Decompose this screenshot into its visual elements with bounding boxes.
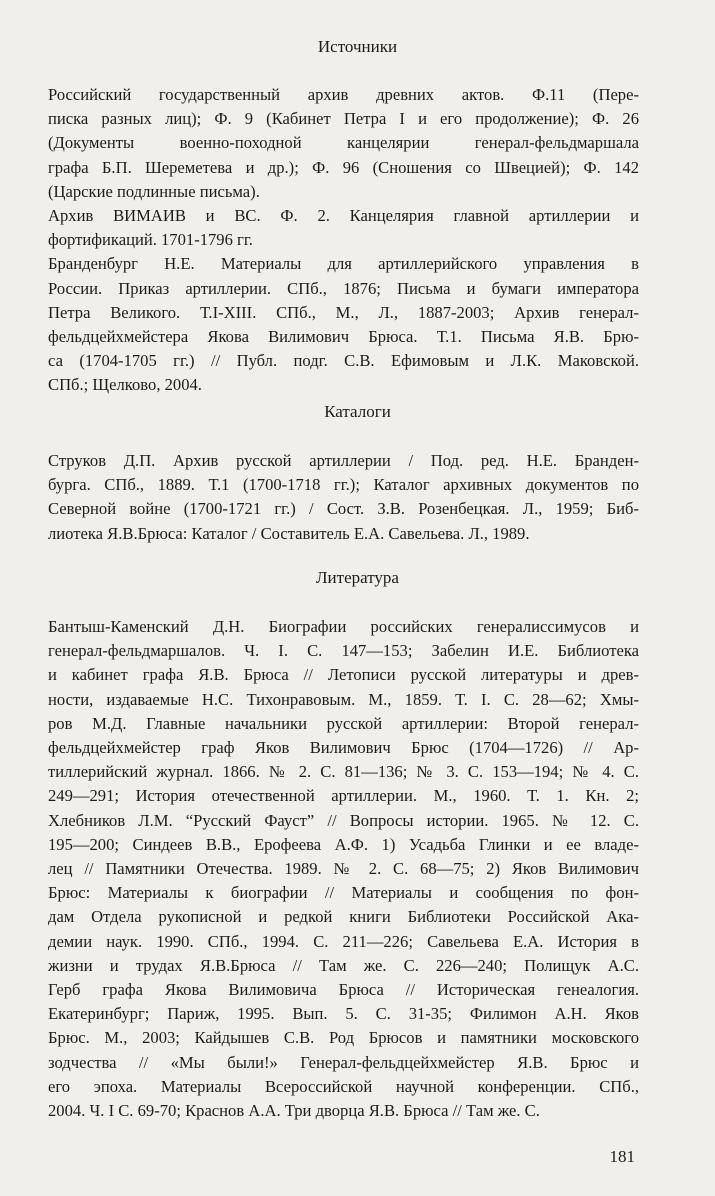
text-line: генерал-фельдмаршалов. Ч. I. С. 147—153; Забелин И.Е. Библиотека [48,641,639,661]
text-line: 195—200; Синдеев В.В., Ерофеева А.Ф. 1) Усадьба Глинки и ее владе- [48,834,639,854]
sources-paragraph [48,204,639,252]
text-line: 249—291; История отечественной артиллерии. М., 1960. Т. 1. Кн. 2; [48,786,639,806]
text-line: тиллерийский журнал. 1866. № 2. С. 81—136; № 3. С. 153—194; № 4. С. [48,762,639,782]
text-line: СПб.; Щелково, 2004. [48,375,202,395]
text-line: фортификаций. 1701-1796 гг. [48,230,253,250]
text-line: Брюс: Материалы к биографии // Материалы и сообщения по фон- [48,883,639,903]
sources-block [48,83,639,398]
text-line: Струков Д.П. Архив русской артиллерии / Под. ред. Н.Е. Бранден- [48,451,639,470]
heading-catalogs: Каталоги [324,402,391,421]
text-line: графа Б.П. Шереметева и др.); Ф. 96 (Сношения со Швецией); Ф. 142 [48,157,639,177]
text-line: Хлебников Л.М. “Русский Фауст” // Вопросы истории. 1965. № 12. С. [48,810,639,830]
text-line: (Документы военно-походной канцелярии генерал-фельдмаршала [48,133,639,153]
text-line: фельдцейхмейстера Якова Вилимович Брюса. Т.1. Письма Я.В. Брю- [48,327,639,347]
text-line: лиотека Я.В.Брюса: Каталог / Составитель Е.А. Савельева. Л., 1989. [48,523,530,543]
text-line: са (1704-1705 гг.) // Публ. подг. С.В. Ефимовым и Л.К. Маковской. [48,351,639,371]
text-line: лец // Памятники Отечества. 1989. № 2. С. 68—75; 2) Яков Вилимович [48,859,639,879]
page-number: 181 [609,1147,635,1166]
literature-block [48,615,639,1123]
sources-paragraph [48,83,639,204]
text-line: жизни и трудах Я.В.Брюса // Там же. С. 226—240; Полищук А.С. [48,955,639,975]
text-line: Архив ВИМАИВ и ВС. Ф. 2. Канцелярия главной артиллерии и [48,206,639,226]
text-line: зодчества // «Мы были!» Генерал-фельдцейхмейстер Я.В. Брюс и [48,1052,639,1072]
literature-paragraph [48,615,639,1123]
catalogs-paragraph [48,449,639,546]
text-line: Бантыш-Каменский Д.Н. Биографии российских генералиссимусов и [48,617,639,636]
sources-paragraph [48,252,639,397]
text-line: фельдцейхмейстер граф Яков Вилимович Брюс (1704—1726) // Ар- [48,738,639,758]
text-line: его эпоха. Материалы Всероссийской научной конференции. СПб., [48,1076,639,1096]
text-line: Брюс. М., 2003; Кайдышев С.В. Род Брюсов и памятники московского [48,1028,639,1048]
text-line: 2004. Ч. I С. 69-70; Краснов А.А. Три дворца Я.В. Брюса // Там же. С. [48,1101,540,1121]
catalogs-block [48,449,639,546]
text-line: демии наук. 1990. СПб., 1994. С. 211—226; Савельева Е.А. История в [48,931,639,951]
text-line: Бранденбург Н.Е. Материалы для артиллерийского управления в [48,254,639,274]
text-line: России. Приказ артиллерии. СПб., 1876; Письма и бумаги императора [48,278,639,298]
text-line: и кабинет графа Я.В. Брюса // Летописи русской литературы и древ- [48,665,639,685]
text-line: бурга. СПб., 1889. Т.1 (1700-1718 гг.); Каталог архивных документов по [48,475,639,495]
text-line: Екатеринбург; Париж, 1995. Вып. 5. С. 31-35; Филимон А.Н. Яков [48,1004,639,1024]
text-line: ров М.Д. Главные начальники русской артиллерии: Второй генерал- [48,713,639,733]
text-line: Герб графа Якова Вилимовича Брюса // Историческая генеалогия. [48,980,639,1000]
text-line: дам Отдела рукописной и редкой книги Библиотеки Российской Ака- [48,907,639,927]
text-line: ности, издаваемые Н.С. Тихонравовым. М., 1859. Т. I. С. 28—62; Хмы- [48,689,639,709]
text-line: Российский государственный архив древних актов. Ф.11 (Пере- [48,85,639,104]
heading-sources: Источники [317,37,398,56]
heading-literature: Литература [316,568,399,587]
text-line: (Царские подлинные письма). [48,181,260,201]
text-line: Северной войне (1700-1721 гг.) / Сост. З.В. Розенбецкая. Л., 1959; Биб- [48,499,639,519]
text-line: писка разных лиц); Ф. 9 (Кабинет Петра I и его продолжение); Ф. 26 [48,109,639,129]
text-line: Петра Великого. Т.I-XIII. СПб., М., Л., 1887-2003; Архив генерал- [48,302,639,322]
